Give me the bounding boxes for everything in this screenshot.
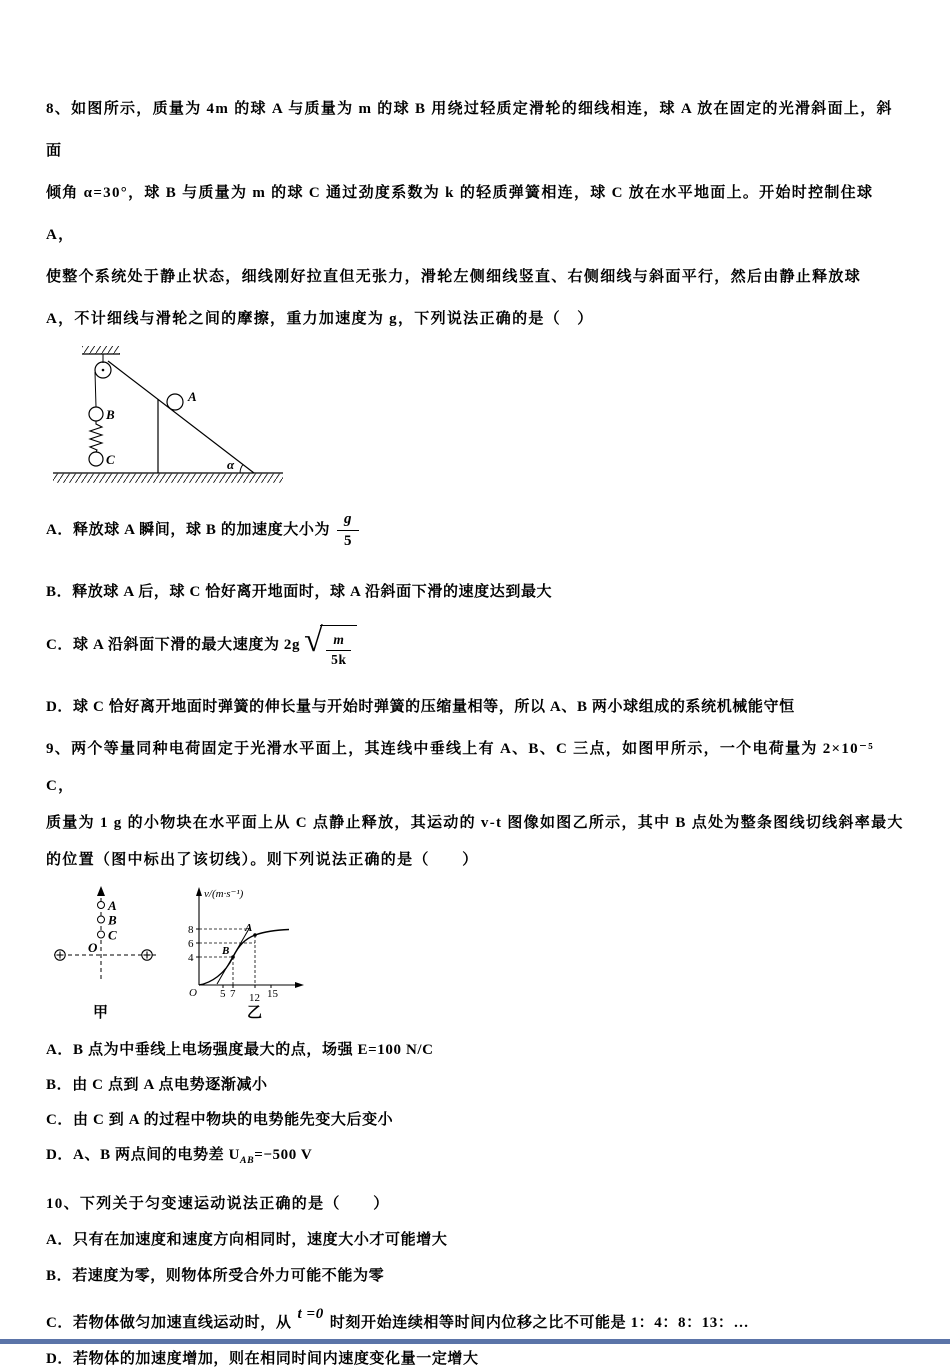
q10-option-c bbox=[46, 1304, 906, 1335]
stem-line: A，不计细线与滑轮之间的摩擦，重力加速度为 g，下列说法正确的是（ ） bbox=[46, 311, 594, 327]
stem-line: 使整个系统处于静止状态，细线刚好拉直但无张力，滑轮左侧细线竖直、右侧细线与斜面平行，然后由静止释放球 bbox=[46, 269, 862, 285]
ball-a bbox=[167, 394, 183, 410]
subscript: AB bbox=[240, 1155, 255, 1166]
origin-label: O bbox=[189, 987, 197, 999]
fraction bbox=[326, 632, 351, 669]
q9-figure-yi-svg bbox=[187, 885, 337, 1023]
x-tick-7: 7 bbox=[230, 988, 236, 1000]
y-tick-4: 4 bbox=[188, 952, 194, 964]
option-text: 时刻开始连续相等时间内位移之比不可能是 1：4：8：13：… bbox=[329, 1315, 750, 1331]
stem-line: 8、如图所示，质量为 4m 的球 A 与质量为 m 的球 B 用绕过轻质定滑轮的细线相连，球 A 放在固定的光滑斜面上，斜面 bbox=[46, 101, 893, 159]
y-tick-6: 6 bbox=[188, 938, 194, 950]
math-t-equals-zero: t =0 bbox=[297, 1306, 324, 1322]
q8-option-a bbox=[46, 505, 906, 555]
point-a-label: A bbox=[245, 922, 253, 934]
page-bottom-edge bbox=[0, 1339, 950, 1344]
point-a-label: A bbox=[108, 898, 117, 913]
fraction bbox=[337, 510, 359, 551]
x-tick-12: 12 bbox=[249, 992, 260, 1004]
stem-line: 质量为 1 g 的小物块在水平面上从 C 点静止释放，其运动的 v-t 图像如图乙所示，其中 B 点处为整条图线切线斜率最大 bbox=[46, 815, 904, 831]
ball-b bbox=[89, 407, 103, 421]
ceiling-hatch bbox=[82, 346, 120, 354]
spring-icon bbox=[90, 421, 102, 452]
point-a-dot bbox=[253, 933, 257, 937]
stem-line: 的位置（图中标出了该切线）。则下列说法正确的是（ ） bbox=[46, 852, 479, 868]
x-tick-15: 15 bbox=[267, 988, 278, 1000]
fraction-numerator: g bbox=[337, 510, 359, 531]
q8-option-d: D．球 C 恰好离开地面时弹簧的伸长量与开始时弹簧的压缩量相等，所以 A、B 两小球组成的系统机械能守恒 bbox=[46, 699, 795, 715]
q9-option-c: C．由 C 到 A 的过程中物块的电势能先变大后变小 bbox=[46, 1112, 394, 1128]
q9-stem bbox=[46, 731, 906, 879]
positive-charge-left-icon bbox=[55, 950, 65, 960]
stem-line: 9、两个等量同种电荷固定于光滑水平面上，其连线中垂线上有 A、B、C 三点，如图甲所示，一个电荷量为 2×10⁻⁵ C， bbox=[46, 741, 874, 794]
q9-option-b: B．由 C 点到 A 点电势逐渐减小 bbox=[46, 1077, 268, 1093]
y-axis-label: v/(m·s⁻¹) bbox=[204, 888, 244, 900]
q8-stem bbox=[46, 88, 906, 340]
option-text: C．球 A 沿斜面下滑的最大速度为 2g bbox=[46, 636, 301, 653]
figure-yi-caption: 乙 bbox=[247, 1005, 263, 1021]
point-b-label: B bbox=[222, 945, 230, 957]
fraction-denominator: 5k bbox=[331, 652, 347, 667]
fraction-denominator: 5 bbox=[344, 532, 353, 549]
point-c-label: C bbox=[108, 927, 117, 943]
option-text: D．A、B 两点间的电势差 U bbox=[46, 1147, 241, 1163]
q8-figure-svg bbox=[48, 344, 288, 486]
ball-c bbox=[89, 452, 103, 466]
arrow-up-icon bbox=[97, 886, 105, 896]
point-b-dot bbox=[231, 955, 235, 959]
radicand bbox=[320, 625, 357, 669]
question-8 bbox=[46, 88, 906, 719]
y-tick-8: 8 bbox=[188, 924, 194, 936]
radical-sign: √ bbox=[304, 622, 324, 660]
point-b-marker bbox=[98, 916, 105, 923]
pulley-axle bbox=[102, 369, 105, 372]
figure-jia-caption: 甲 bbox=[93, 1005, 109, 1021]
ball-b-label: B bbox=[106, 407, 115, 422]
origin-label: O bbox=[88, 940, 98, 955]
string-left bbox=[95, 372, 96, 407]
ball-c-label: C bbox=[106, 452, 115, 467]
point-c-marker bbox=[98, 931, 105, 938]
ground-hatch bbox=[53, 474, 283, 483]
q10-option-a: A．只有在加速度和速度方向相同时，速度大小才可能增大 bbox=[46, 1232, 448, 1248]
point-b-label: B bbox=[108, 912, 117, 928]
square-root bbox=[304, 621, 357, 669]
q8-option-b: B．释放球 A 后，球 C 恰好离开地面时，球 A 沿斜面下滑的速度达到最大 bbox=[46, 584, 553, 600]
q10-option-d: D．若物体的加速度增加，则在相同时间内速度变化量一定增大 bbox=[46, 1351, 479, 1367]
stem-line: 倾角 α=30°，球 B 与质量为 m 的球 C 通过劲度系数为 k 的轻质弹簧相连，球 C 放在水平地面上。开始时控制住球 A， bbox=[46, 185, 874, 243]
x-axis-arrow-icon bbox=[295, 982, 304, 988]
ball-a-label: A bbox=[188, 389, 197, 404]
q9-figures bbox=[46, 885, 906, 1023]
angle-label: α bbox=[227, 457, 235, 472]
y-axis-arrow-icon bbox=[196, 887, 202, 896]
question-10 bbox=[46, 1192, 906, 1371]
option-text: C．若物体做匀加速直线运动时，从 bbox=[46, 1315, 292, 1331]
q9-option-d bbox=[46, 1144, 906, 1172]
q10-option-b: B．若速度为零，则物体所受合外力可能不能为零 bbox=[46, 1268, 385, 1284]
option-text: =−500 V bbox=[254, 1147, 313, 1163]
angle-arc bbox=[240, 465, 243, 474]
option-text: A．释放球 A 瞬间，球 B 的加速度大小为 bbox=[46, 521, 331, 538]
q10-stem: 10、下列关于匀变速运动说法正确的是（ ） bbox=[46, 1196, 390, 1212]
q9-figure-jia-svg bbox=[46, 885, 171, 1023]
fraction-numerator: m bbox=[326, 632, 351, 651]
q9-options bbox=[46, 1039, 906, 1172]
positive-charge-right-icon bbox=[142, 950, 152, 960]
point-a-marker bbox=[98, 902, 105, 909]
q8-figure bbox=[48, 344, 906, 491]
q8-option-c bbox=[46, 618, 906, 672]
x-tick-5: 5 bbox=[220, 988, 226, 1000]
q9-option-a: A．B 点为中垂线上电场强度最大的点，场强 E=100 N/C bbox=[46, 1042, 434, 1058]
question-9 bbox=[46, 731, 906, 1172]
